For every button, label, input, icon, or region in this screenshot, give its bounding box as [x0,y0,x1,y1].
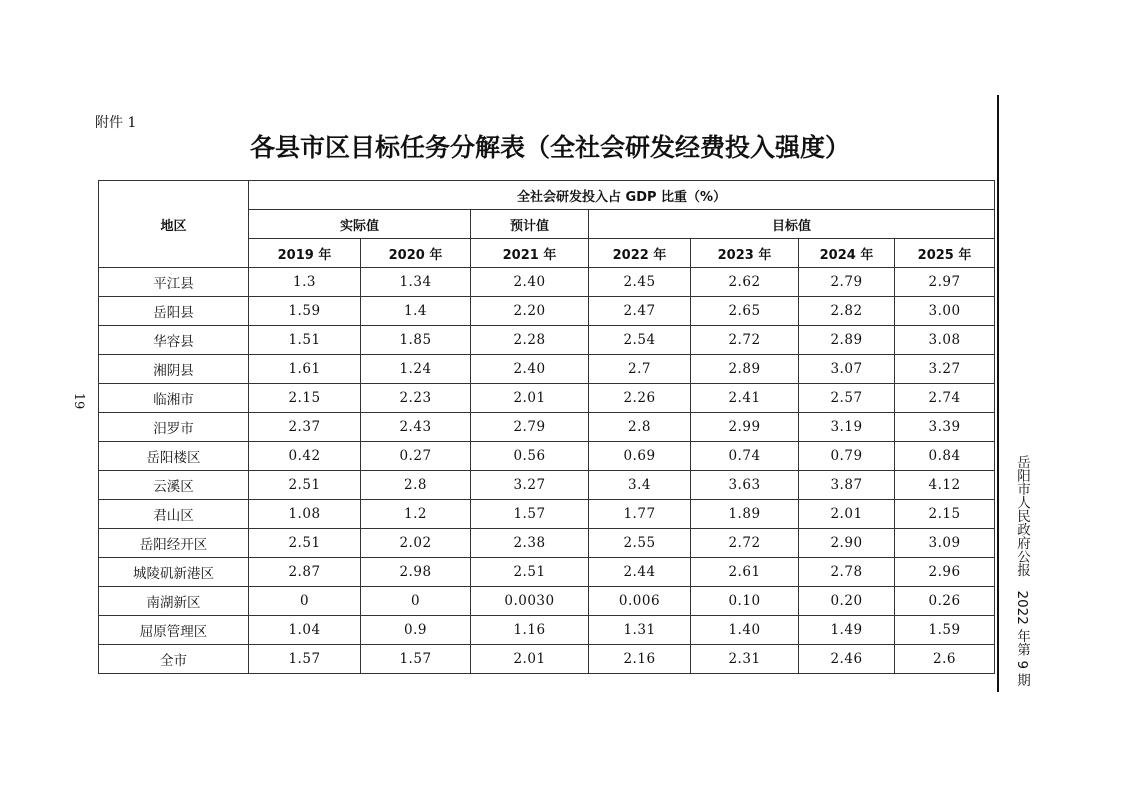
table-row [99,587,995,616]
value-cell: 2.89 [799,326,895,355]
value-cell: 2.31 [691,645,799,674]
value-cell: 2.98 [361,558,471,587]
value-cell: 3.09 [895,529,995,558]
value-cell: 2.6 [895,645,995,674]
value-cell: 0 [249,587,361,616]
value-cell: 0.9 [361,616,471,645]
value-cell: 2.82 [799,297,895,326]
value-cell: 2.40 [471,268,589,297]
value-cell: 3.4 [589,471,691,500]
value-cell: 0.74 [691,442,799,471]
value-cell: 3.63 [691,471,799,500]
table-row [99,471,995,500]
value-cell: 2.78 [799,558,895,587]
year-header: 2025 年 [895,239,995,268]
table-row [99,326,995,355]
value-cell: 0.84 [895,442,995,471]
table-row [99,529,995,558]
table-row [99,645,995,674]
value-cell: 2.28 [471,326,589,355]
value-cell: 2.40 [471,355,589,384]
value-cell: 1.59 [249,297,361,326]
region-cell: 岳阳楼区 [99,442,249,471]
value-cell: 2.23 [361,384,471,413]
value-cell: 2.41 [691,384,799,413]
value-cell: 2.01 [799,500,895,529]
region-cell: 云溪区 [99,471,249,500]
page-title: 各县市区目标任务分解表（全社会研发经费投入强度） [250,133,851,162]
value-cell: 1.85 [361,326,471,355]
table-row [99,268,995,297]
value-cell: 3.87 [799,471,895,500]
publication-name: 岳阳市人民政府公报 [1014,455,1030,577]
region-cell: 汨罗市 [99,413,249,442]
value-cell: 2.99 [691,413,799,442]
year-header: 2024 年 [799,239,895,268]
table-row [99,384,995,413]
metric-header: 全社会研发投入占 GDP 比重（%） [249,181,995,210]
value-cell: 1.57 [471,500,589,529]
value-cell: 2.79 [799,268,895,297]
value-cell: 2.79 [471,413,589,442]
value-cell: 2.26 [589,384,691,413]
value-cell: 2.15 [895,500,995,529]
value-cell: 0.69 [589,442,691,471]
group-header-estimated: 预计值 [471,210,589,239]
region-cell: 湘阴县 [99,355,249,384]
page-number: 19 [71,392,86,410]
year-header: 2022 年 [589,239,691,268]
region-header: 地区 [99,181,249,268]
attachment-label: 附件 1 [95,115,137,131]
value-cell: 2.51 [249,471,361,500]
value-cell: 2.47 [589,297,691,326]
region-cell: 南湖新区 [99,587,249,616]
value-cell: 2.61 [691,558,799,587]
value-cell: 2.43 [361,413,471,442]
table-row [99,500,995,529]
value-cell: 2.54 [589,326,691,355]
region-cell: 岳阳县 [99,297,249,326]
value-cell: 3.27 [895,355,995,384]
value-cell: 2.01 [471,384,589,413]
issue-label: 2022 年第 9 期 [1014,590,1030,687]
value-cell: 1.24 [361,355,471,384]
margin-divider-line [997,95,999,692]
year-header: 2019 年 [249,239,361,268]
value-cell: 3.27 [471,471,589,500]
value-cell: 2.37 [249,413,361,442]
value-cell: 3.39 [895,413,995,442]
value-cell: 2.57 [799,384,895,413]
table-body [99,268,995,674]
value-cell: 4.12 [895,471,995,500]
value-cell: 2.02 [361,529,471,558]
value-cell: 1.61 [249,355,361,384]
value-cell: 1.31 [589,616,691,645]
value-cell: 2.62 [691,268,799,297]
table-row [99,558,995,587]
table-row [99,355,995,384]
year-header: 2021 年 [471,239,589,268]
value-cell: 3.00 [895,297,995,326]
value-cell: 0.27 [361,442,471,471]
value-cell: 1.49 [799,616,895,645]
value-cell: 2.87 [249,558,361,587]
value-cell: 2.55 [589,529,691,558]
region-cell: 岳阳经开区 [99,529,249,558]
value-cell: 0.79 [799,442,895,471]
group-header-target: 目标值 [589,210,995,239]
value-cell: 2.44 [589,558,691,587]
value-cell: 2.8 [589,413,691,442]
value-cell: 0.10 [691,587,799,616]
value-cell: 2.01 [471,645,589,674]
value-cell: 1.40 [691,616,799,645]
value-cell: 3.08 [895,326,995,355]
value-cell: 2.97 [895,268,995,297]
value-cell: 1.16 [471,616,589,645]
value-cell: 0.0030 [471,587,589,616]
region-cell: 全市 [99,645,249,674]
value-cell: 1.4 [361,297,471,326]
value-cell: 2.65 [691,297,799,326]
region-cell: 临湘市 [99,384,249,413]
group-header-actual: 实际值 [249,210,471,239]
region-cell: 华容县 [99,326,249,355]
region-cell: 君山区 [99,500,249,529]
table-row [99,616,995,645]
value-cell: 0.26 [895,587,995,616]
table-row [99,413,995,442]
value-cell: 2.72 [691,529,799,558]
value-cell: 1.3 [249,268,361,297]
region-cell: 城陵矶新港区 [99,558,249,587]
value-cell: 0 [361,587,471,616]
value-cell: 1.04 [249,616,361,645]
value-cell: 0.006 [589,587,691,616]
value-cell: 0.42 [249,442,361,471]
value-cell: 1.59 [895,616,995,645]
value-cell: 2.15 [249,384,361,413]
value-cell: 2.90 [799,529,895,558]
side-running-header [1012,455,1032,687]
value-cell: 3.07 [799,355,895,384]
table-row [99,297,995,326]
value-cell: 1.08 [249,500,361,529]
year-header: 2023 年 [691,239,799,268]
year-header: 2020 年 [361,239,471,268]
value-cell: 2.38 [471,529,589,558]
value-cell: 1.2 [361,500,471,529]
value-cell: 2.96 [895,558,995,587]
value-cell: 2.8 [361,471,471,500]
value-cell: 1.34 [361,268,471,297]
value-cell: 1.57 [249,645,361,674]
value-cell: 2.51 [249,529,361,558]
value-cell: 1.57 [361,645,471,674]
value-cell: 1.77 [589,500,691,529]
value-cell: 3.19 [799,413,895,442]
value-cell: 2.16 [589,645,691,674]
table-row [99,442,995,471]
value-cell: 0.56 [471,442,589,471]
value-cell: 2.72 [691,326,799,355]
value-cell: 1.89 [691,500,799,529]
value-cell: 2.45 [589,268,691,297]
value-cell: 2.51 [471,558,589,587]
region-cell: 屈原管理区 [99,616,249,645]
region-cell: 平江县 [99,268,249,297]
value-cell: 2.74 [895,384,995,413]
value-cell: 0.20 [799,587,895,616]
value-cell: 2.20 [471,297,589,326]
value-cell: 2.7 [589,355,691,384]
target-breakdown-table [98,180,995,674]
value-cell: 1.51 [249,326,361,355]
value-cell: 2.89 [691,355,799,384]
value-cell: 2.46 [799,645,895,674]
